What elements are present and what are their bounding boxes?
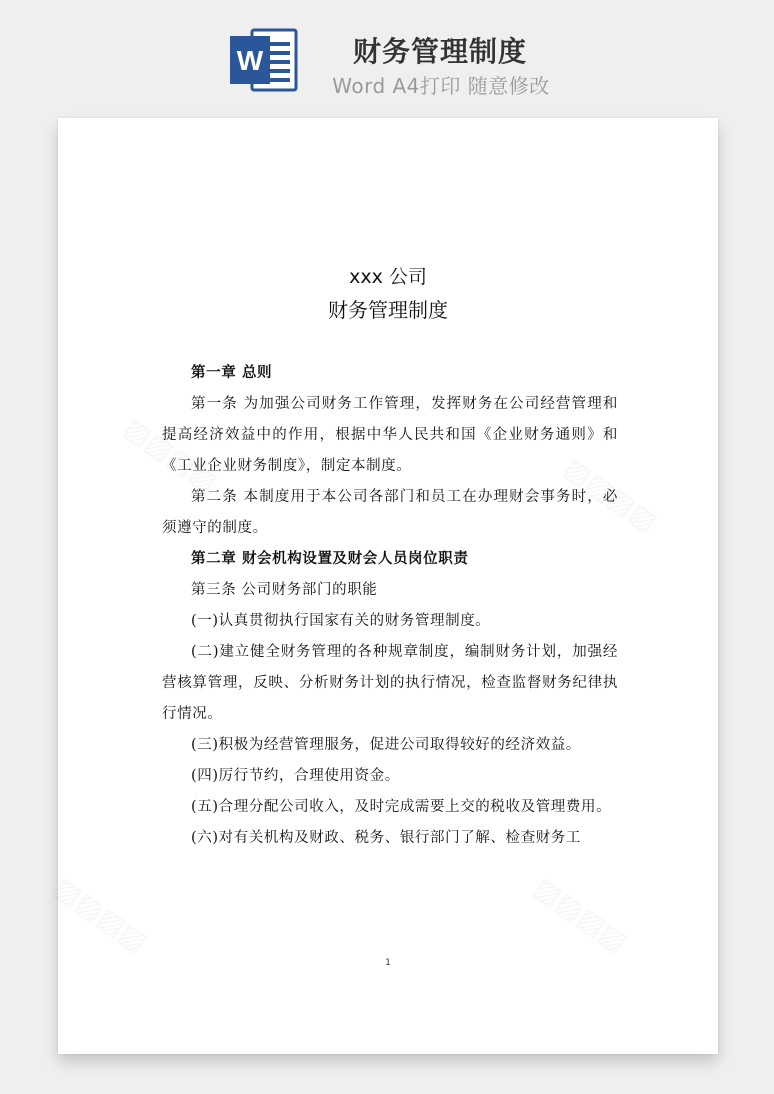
paragraph: 第二条 本制度用于本公司各部门和员工在办理财会事务时，必须遵守的制度。 [162,489,618,536]
page-number: 1 [385,958,391,968]
document-page [58,118,718,1054]
chapter-heading: 第一章 总则 [191,365,273,381]
paragraph: (二)建立健全财务管理的各种规章制度，编制财务计划，加强经营核算管理，反映、分析财务计划的执行情况，检查监督财务纪律执行情况。 [162,644,618,722]
company-name: xxx 公司 [349,266,427,288]
watermark [528,871,634,959]
document-body [162,358,618,854]
word-icon [228,24,300,96]
paragraph: 第一条 为加强公司财务工作管理，发挥财务在公司经营管理和提高经济效益中的作用，根据中华人民共和国《企业财务通则》和《工业企业财务制度》，制定本制度。 [162,396,618,474]
preview-header [0,0,774,112]
paragraph: (四)厉行节约，合理使用资金。 [191,768,400,784]
paragraph: (五)合理分配公司收入，及时完成需要上交的税收及管理费用。 [191,799,612,815]
paragraph: (六)对有关机构及财政、税务、银行部门了解、检查财务工 [191,830,582,846]
header-title: 财务管理制度 [352,35,527,68]
chapter-heading: 第二章 财会机构设置及财会人员岗位职责 [191,551,469,567]
word-logo-letter: W [236,45,264,76]
paragraph: (一)认真贯彻执行国家有关的财务管理制度。 [191,613,491,629]
header-subtitle: Word A4打印 随意修改 [332,74,550,98]
document-title: 财务管理制度 [328,298,448,322]
watermark [48,871,154,959]
paragraph: (三)积极为经营管理服务，促进公司取得较好的经济效益。 [191,737,582,753]
paragraph: 第三条 公司财务部门的职能 [191,582,378,598]
